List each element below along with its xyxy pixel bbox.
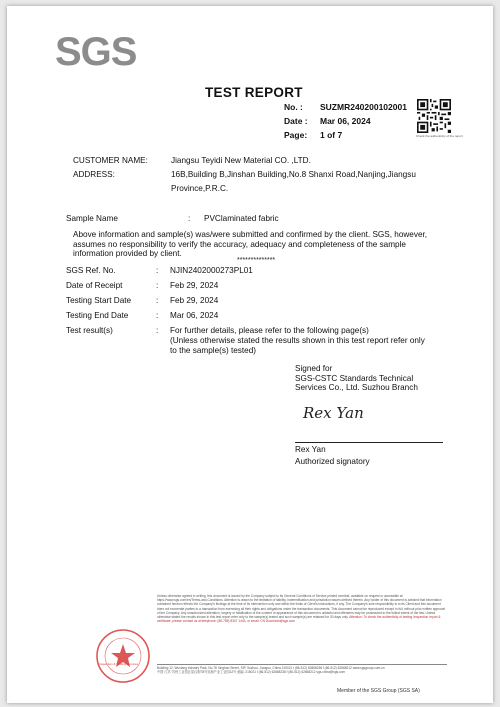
report-no-value: SUZMR240200102001 [320,102,407,112]
signatory-name: Rex Yan [295,445,326,454]
report-title: TEST REPORT [205,85,303,100]
terms-fine-print [157,594,447,623]
detail-colon: : [156,326,159,335]
customer-name-value: Jiangsu Teyidi New Material CO. ,LTD. [171,156,311,165]
disclaimer-text: Above information and sample(s) was/were submitted and confirmed by the client. SGS, however, assumes no responsibility to verify the accuracy, adequacy and completeness of the sample information provided by client. [73,230,428,258]
report-date-label: Date : [284,116,308,126]
report-date-value: Mar 06, 2024 [320,116,371,126]
customer-name-label: CUSTOMER NAME: [73,156,148,165]
sgs-member-text: Member of the SGS Group (SGS SA) [337,688,420,694]
signing-company-line-2: Services Co., Ltd. Suzhou Branch [295,383,418,392]
signing-company-line-1: SGS-CSTC Standards Technical [295,373,414,383]
sgs-logo: SGS [55,30,137,74]
official-stamp-icon [95,628,151,684]
address-line-1: 16B,Building B,Jinshan Building,No.8 Shanxi Road,Nanjing,Jiangsu [171,170,416,179]
detail-label: Test result(s) [66,326,113,335]
separator: ************** [237,257,276,264]
detail-label: Testing End Date [66,311,129,320]
qr-code-icon[interactable] [417,99,451,133]
report-no-label: No. : [284,102,303,112]
detail-label: Date of Receipt [66,281,123,290]
sample-name-label: Sample Name [66,214,118,223]
sample-name-value: PVClaminated fabric [204,214,279,223]
handwritten-signature: Rex Yan [303,404,364,422]
signature-line [295,442,443,443]
report-page [7,6,493,703]
detail-label: SGS Ref. No. [66,266,116,275]
report-page-label: Page: [284,130,308,140]
detail-value: Feb 29, 2024 [170,296,219,305]
detail-colon: : [156,281,159,290]
result-note-line-2: to the sample(s) tested) [170,346,257,355]
signed-for-text: Signed for [295,364,333,373]
report-page-value: 1 of 7 [320,130,343,140]
detail-colon: : [156,296,159,305]
detail-label: Testing Start Date [66,296,132,305]
terms-text: Unless otherwise agreed in writing, this document is issued by the Company subject to its General Conditions of Service printed overleaf, available on request or accessible at https://www.sgs.com/en/Terms-and-Conditions. Attention is drawn to the limitation of liability, indemnification and jurisdiction issues defined therein. Any holder of this document is advised that information contained hereon reflects the Company's findings at the time of its intervention only and within the limits of Client's instructions, if any. The Company's sole responsibility is to its Client and this document does not exonerate parties to a transaction from exercising all their rights and obligations under the transaction documents. This document cannot be reproduced except in full, without prior written approval of the Company. Any unauthorized alteration, forgery or falsification of the content or appearance of this document is unlawful and offenders may be prosecuted to the fullest extent of the law. Unless otherwise stated the results shown in this test report refer only to the sample(s) tested and such sample(s) are retained for 30 days only. [157,594,446,620]
detail-value: NJIN2402000273PL01 [170,266,253,275]
detail-colon: : [156,311,159,320]
result-note-line-1: (Unless otherwise stated the results shown in this test report refer only [170,336,425,345]
detail-colon: : [156,266,159,275]
signed-for-block [295,364,475,393]
signatory-role: Authorized signatory [295,457,370,466]
address-line-2: Province,P.R.C. [171,184,229,193]
sample-name-colon: : [188,214,191,223]
detail-value: Mar 06, 2024 [170,311,219,320]
qr-caption: Check the authenticity of the report [416,134,463,138]
authenticity-notice: Attention: To check the authenticity of testing /inspection report & certificate, please contact us at telephone: (86-755) 8307 1443, or email: CN.Doccheck@sgs.com [157,615,441,624]
address-label: ADDRESS: [73,170,115,179]
detail-value: Feb 29, 2024 [170,281,219,290]
office-address-en: Building 12, Wuxiang Industry Park, No.78 Xinghan Street, SIP, Suzhou, Jiangsu, China 215021 t (86-512) 62868238 f (86-512) 62868212 www.sgsgroup.com.cn [157,666,385,670]
office-address-cn: 中国·江苏·苏州工业园区星汉街78号吴湘产业工业园12号 邮编: 215021 t (86-512) 62868238 f (86-512) 62868212 sgs.china@sgs.com [157,670,346,675]
office-address-block [157,664,447,674]
detail-value: For further details, please refer to the following page(s) [170,326,369,335]
stamp-label: Inspection & Testing Services [99,662,139,666]
